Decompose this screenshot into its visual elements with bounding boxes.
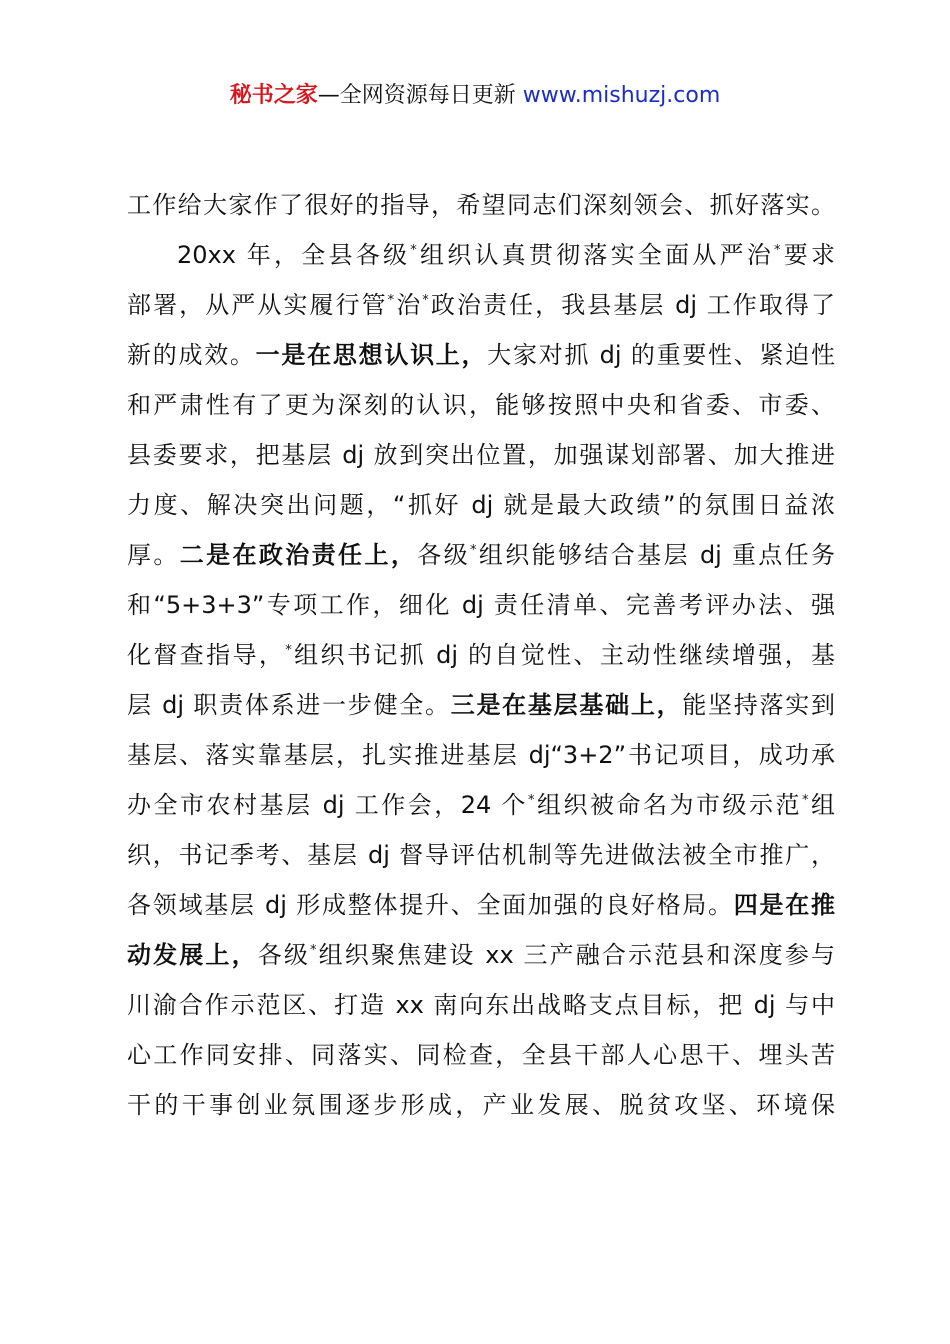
redaction-mark: *	[527, 793, 535, 808]
site-header	[0, 80, 950, 112]
document-body	[127, 180, 835, 1130]
redaction-mark: *	[310, 943, 317, 958]
text-line: 川渝合作示范区、打造 xx 南向东出战略支点目标，把 dj 与中	[127, 991, 835, 1019]
text-line: 织，书记季考、基层 dj 督导评估机制等先进做法被全市推广，	[127, 841, 835, 869]
text-line: 各领域基层 dj 形成整体提升、全面加强的良好格局。四是在推	[127, 891, 835, 919]
redaction-mark: *	[410, 243, 417, 258]
redaction-mark: *	[387, 293, 395, 308]
text-line: 干的干事创业氛围逐步形成，产业发展、脱贫攻坚、环境保	[127, 1091, 835, 1119]
text-line: 基层、落实靠基层，扎实推进基层 dj“3+2”书记项目，成功承	[127, 741, 835, 769]
bold-heading-4-cont: 动发展上，	[127, 941, 258, 969]
redaction-mark: *	[802, 793, 809, 808]
text-line: 和严肃性有了更为深刻的认识，能够按照中央和省委、市委、	[127, 391, 835, 419]
redaction-mark: *	[422, 293, 429, 308]
bold-heading-4: 四是在推	[733, 891, 835, 919]
text-line: 部署，从严从实履行管*治*政治责任，我县基层 dj 工作取得了	[127, 291, 836, 319]
site-url-link[interactable]: www.mishuzj.com	[522, 83, 721, 108]
text-line: 办全市农村基层 dj 工作会，24 个*组织被命名为市级示范*组	[127, 791, 836, 819]
redaction-mark: *	[285, 643, 292, 658]
text-line: 和“5+3+3”专项工作，细化 dj 责任清单、完善考评办法、强	[127, 591, 835, 619]
bold-heading-1: 一是在思想认识上，	[255, 341, 488, 369]
text-line: 心工作同安排、同落实、同检查，全县干部人心思干、埋头苦	[127, 1041, 835, 1069]
bold-heading-3: 三是在基层基础上，	[450, 691, 683, 719]
site-brand: 秘书之家	[229, 83, 318, 108]
text-line: 化督查指导，*组织书记抓 dj 的自觉性、主动性继续增强，基	[127, 641, 835, 669]
text-line: 工作给大家作了很好的指导，希望同志们深刻领会、抓好落实。	[127, 191, 835, 219]
redaction-mark: *	[469, 543, 477, 558]
text-line: 新的成效。一是在思想认识上，大家对抓 dj 的重要性、紧迫性	[127, 341, 835, 369]
text-line: 县委要求，把基层 dj 放到突出位置，加强谋划部署、加大推进	[127, 441, 835, 469]
text-line: 力度、解决突出问题，“抓好 dj 就是最大政绩”的氛围日益浓	[127, 491, 835, 519]
text-line: 动发展上，各级*组织聚焦建设 xx 三产融合示范县和深度参与	[127, 941, 836, 969]
redaction-mark: *	[774, 243, 781, 258]
text-line: 层 dj 职责体系进一步健全。三是在基层基础上，能坚持落实到	[127, 691, 835, 719]
text-line: 厚。二是在政治责任上，各级*组织能够结合基层 dj 重点任务	[127, 541, 835, 569]
site-tagline: —全网资源每日更新	[317, 83, 523, 108]
paragraph-first-line: 20xx 年，全县各级*组织认真贯彻落实全面从严治*要求	[177, 241, 836, 269]
bold-heading-2: 二是在政治责任上，	[179, 541, 418, 569]
